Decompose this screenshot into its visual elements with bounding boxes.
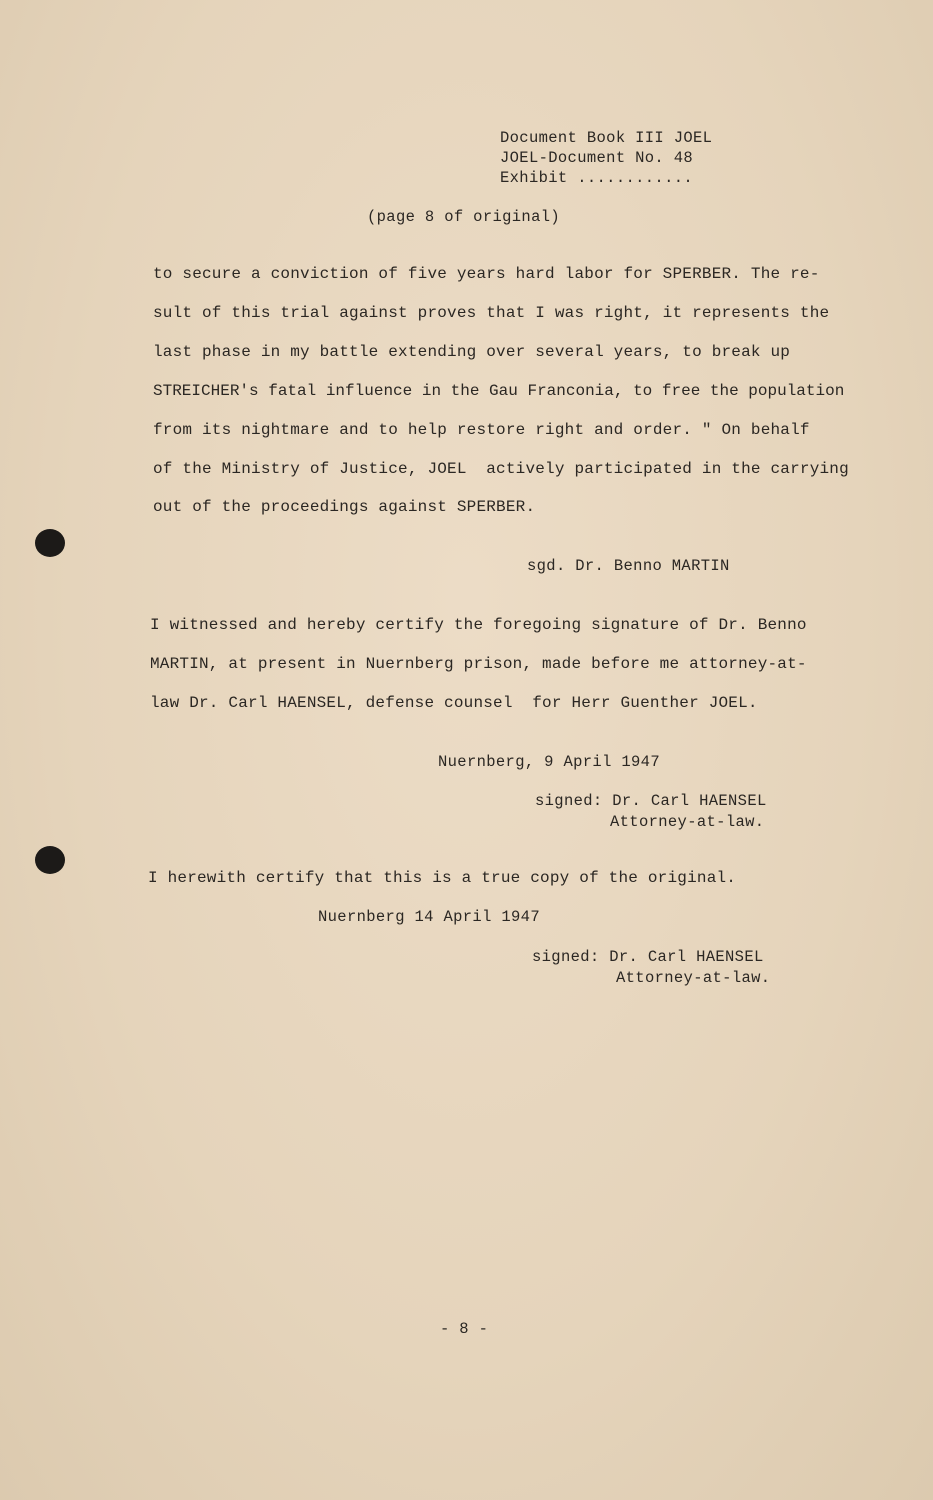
- punch-hole-bottom: [35, 846, 65, 874]
- signed-haensel-second: signed: Dr. Carl HAENSEL: [532, 948, 764, 966]
- punch-hole-top: [35, 529, 65, 557]
- body-line: from its nightmare and to help restore right and order. " On behalf: [153, 421, 810, 439]
- certify-line: I herewith certify that this is a true copy of the original.: [148, 869, 737, 887]
- place-date-first: Nuernberg, 9 April 1947: [438, 753, 660, 771]
- signature-martin: sgd. Dr. Benno MARTIN: [527, 557, 730, 575]
- place-date-second: Nuernberg 14 April 1947: [318, 908, 540, 926]
- body-line: sult of this trial against proves that I was right, it represents the: [153, 304, 830, 322]
- witness-line: law Dr. Carl HAENSEL, defense counsel for Herr Guenther JOEL.: [150, 694, 758, 712]
- signed-haensel-first-title: Attorney-at-law.: [610, 813, 765, 831]
- signed-haensel-second-title: Attorney-at-law.: [616, 969, 771, 987]
- witness-line: MARTIN, at present in Nuernberg prison, made before me attorney-at-: [150, 655, 807, 673]
- header-document-number: JOEL-Document No. 48: [500, 149, 694, 167]
- signed-haensel-first: signed: Dr. Carl HAENSEL: [535, 792, 767, 810]
- header-exhibit: Exhibit ............: [500, 169, 694, 187]
- page-number: - 8 -: [440, 1320, 489, 1338]
- body-line: last phase in my battle extending over several years, to break up: [153, 343, 791, 361]
- body-line: of the Ministry of Justice, JOEL actively participated in the carrying: [153, 460, 849, 478]
- body-line: to secure a conviction of five years hard labor for SPERBER. The re-: [153, 265, 820, 283]
- witness-line: I witnessed and hereby certify the foregoing signature of Dr. Benno: [150, 616, 807, 634]
- page-reference: (page 8 of original): [367, 208, 561, 226]
- header-document-book: Document Book III JOEL: [500, 129, 713, 147]
- body-line: out of the proceedings against SPERBER.: [153, 498, 536, 516]
- body-line: STREICHER's fatal influence in the Gau Franconia, to free the population: [153, 382, 845, 400]
